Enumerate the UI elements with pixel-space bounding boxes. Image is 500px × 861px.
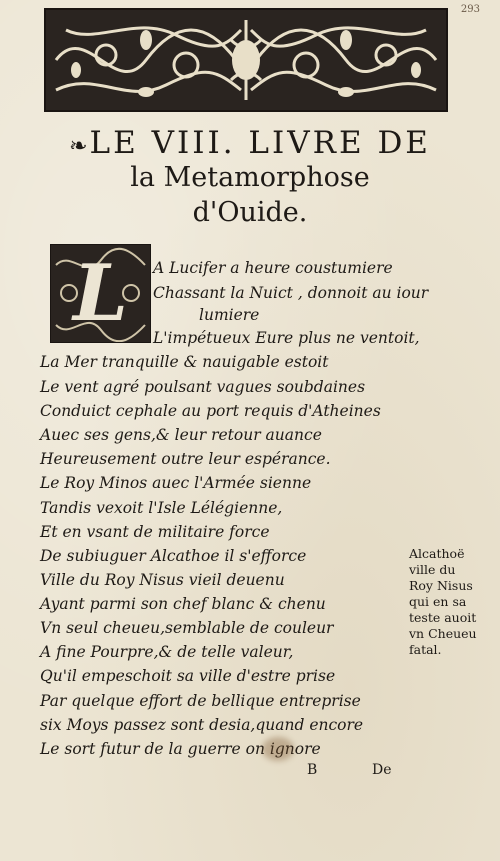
- catchword: De: [372, 762, 392, 778]
- verse-line: La Mer tranquille & nauigable estoit: [40, 353, 329, 371]
- marginal-note-line: Alcathoë: [409, 546, 465, 561]
- verse-line: Qu'il empeschoit sa ville d'estre prise: [40, 667, 336, 685]
- ink-stain: [262, 737, 294, 761]
- verse-line: Le vent agré poulsant vagues soubdaines: [40, 378, 366, 396]
- verse-line: Tandis vexoit l'Isle Lélégienne,: [40, 499, 283, 517]
- book-title-line-2: la Metamorphose: [130, 162, 370, 193]
- verse-line: L'impétueux Eure plus ne ventoit,: [153, 329, 420, 347]
- verse-line: Par quelque effort de bellique entreprise: [40, 692, 361, 710]
- verse-line: Auec ses gens,& leur retour auance: [40, 426, 322, 444]
- verse-line: Ville du Roy Nisus vieil deuenu: [40, 571, 285, 589]
- marginal-note-line: qui en sa: [409, 594, 467, 609]
- marginal-note: [409, 546, 489, 658]
- verse-line: Le sort futur de la guerre on ignore: [40, 740, 321, 758]
- fleuron-icon: ❧: [69, 134, 88, 159]
- book-title-line-1: ❧LE VIII. LIVRE DE: [69, 125, 431, 161]
- verse-line: Heureusement outre leur espérance.: [40, 450, 331, 468]
- marginal-note-line: ville du: [409, 562, 456, 577]
- decorated-initial: [50, 244, 151, 343]
- verse-line: De subiuguer Alcathoe il s'efforce: [40, 547, 307, 565]
- verse-line: lumiere: [199, 306, 260, 324]
- vine-ornament-icon: [46, 10, 446, 110]
- verse-line: Vn seul cheueu,semblable de couleur: [40, 619, 334, 637]
- marginal-note-line: vn Cheueu: [409, 626, 477, 641]
- verse-line: Et en vsant de militaire force: [40, 523, 270, 541]
- ornamental-headpiece: [44, 8, 448, 112]
- verse-line: Conduict cephale au port requis d'Atheines: [40, 402, 381, 420]
- marginal-note-line: teste auoit: [409, 610, 477, 625]
- initial-letter: L: [73, 248, 128, 339]
- marginal-note-line: fatal.: [409, 642, 442, 657]
- verse-line: A Lucifer a heure coustumiere: [153, 259, 393, 277]
- verse-line: Chassant la Nuict , donnoit au iour: [153, 284, 429, 302]
- folio-number: 293: [460, 4, 480, 15]
- book-title-line-3: d'Ouide.: [192, 197, 308, 228]
- signature-mark: B: [307, 762, 318, 778]
- verse-line: Le Roy Minos auec l'Armée sienne: [40, 474, 312, 492]
- verse-line: six Moys passez sont desia,quand encore: [40, 716, 364, 734]
- marginal-note-line: Roy Nisus: [409, 578, 473, 593]
- verse-line: Ayant parmi son chef blanc & chenu: [40, 595, 326, 613]
- verse-line: A fine Pourpre,& de telle valeur,: [40, 643, 294, 661]
